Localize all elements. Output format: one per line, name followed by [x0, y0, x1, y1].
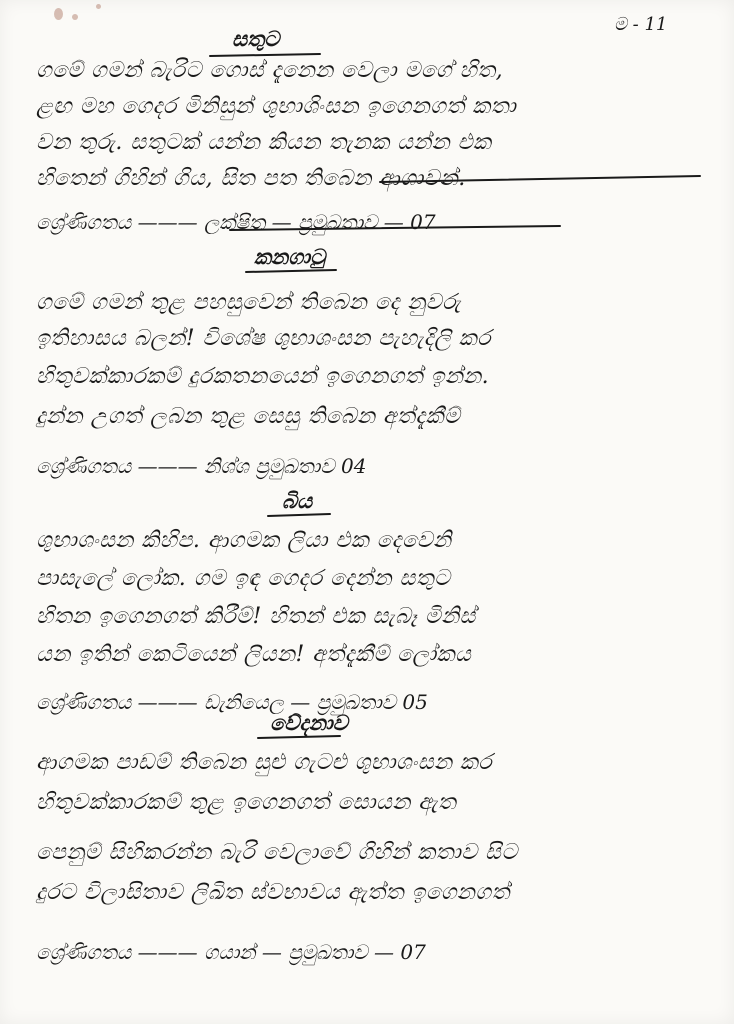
ink-stain [72, 14, 78, 20]
section-title: කනගාටු [254, 244, 326, 269]
text-line: ඉතිහාසය බලන්! විශේෂ ශුභාශංසන පැහැදිලි කර [36, 326, 491, 351]
text-line: ළඟ මහ ගෙදර මිනිසුන් ශුභාශිංසන ඉගෙනගත් කතා [36, 94, 517, 119]
page-number: ම - 11 [614, 14, 668, 35]
section-title: සතුට [232, 26, 280, 51]
text-line: ශුභාශංසන කිහිප. ආගමක ලියා එක දෙවෙනි [36, 528, 452, 553]
signature-line: ශ්‍රේණිගතය ——— ගයාන් — ප්‍රමුඛතාව — 07 [36, 940, 426, 964]
text-line: වන තුරු. සතුටක් යන්න කියන තැනක යන්න එක [36, 130, 492, 155]
ink-stain [54, 8, 63, 20]
text-line: දුන්න උගත් ලබන තුළ සෙසු තිබෙන අත්දැකීම් [36, 404, 461, 429]
text-line: පෙනුම් සිහිකරන්න බැරි වෙලාවේ ගිහින් කතාව සිට [36, 840, 518, 865]
text-line: හිතෙන් ගිහින් ගිය, සිත පත තිබෙන ආශාවන්. [36, 166, 466, 191]
ink-stain [96, 4, 101, 9]
text-line: පාසැලේ ලෝක. ගම ඉඳ ගෙදර දෙන්න සතුට [36, 566, 451, 591]
text-line: ආගමක පාඩම් තිබෙන සුළු ගැටළු ශුභාශංසන කර [36, 750, 493, 775]
text-line: ගමේ ගමන් බැරිට ගොස් දැනෙන වෙලා මගේ හිත, [36, 58, 504, 83]
signature-line: ශ්‍රේණිගතය ——— නිශ්ශ ප්‍රමුඛතාව 04 [36, 454, 367, 478]
section-title: වේදනාව [270, 710, 348, 735]
signature-line: ශ්‍රේණිගතය ——— ඩැනියෙල — ප්‍රමුඛතාව 05 [36, 690, 428, 714]
text-line: දුරට විලාසිතාව ලිඛිත ස්වභාවය ඇත්ත ඉගෙනගත් [36, 880, 510, 905]
text-line: යන ඉතින් කෙටියෙන් ලියන! අත්දැකීම් ලෝකය [36, 642, 472, 667]
text-line: ගමේ ගමන් තුළ පහසුවෙන් තිබෙන දෙ නුවරු [36, 290, 462, 315]
section-title: බිය [282, 488, 313, 513]
text-line: හිතුවක්කාරකම් දුරකතනයෙන් ඉගෙනගත් ඉන්න. [36, 364, 490, 389]
text-line: හිතන ඉගෙනගත් කිරීම්! හිතන් එක සැබෑ මිනිස් [36, 604, 476, 629]
text-line: හිතුවක්කාරකම් තුළ ඉගෙනගත් සොයන ඇත [36, 790, 457, 815]
signature-line: ශ්‍රේණිගතය ——— ලක්ෂිත — ප්‍රමුඛතාව — 07 [36, 210, 436, 234]
